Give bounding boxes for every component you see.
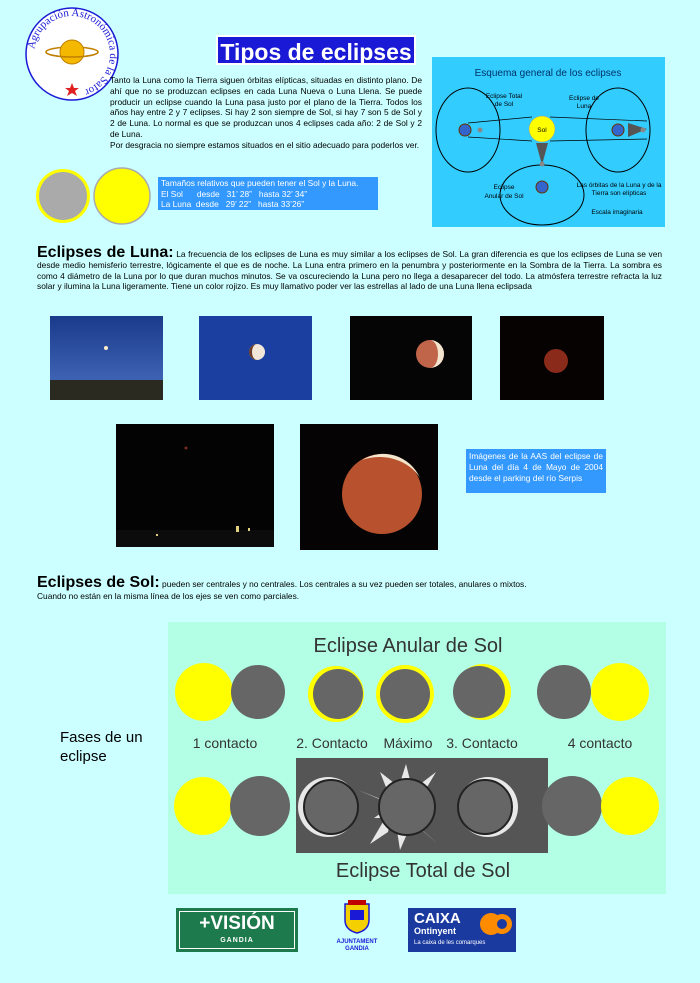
moon-disc (39, 172, 87, 220)
phases-label: Fases de un eclipse (60, 729, 143, 765)
moon-icon (641, 128, 646, 133)
solar-text-1: pueden ser centrales y no centrales. Los centrales a su vez pueden ser totales, anulares o mixtos. (159, 579, 527, 589)
caixa-logo-sub: La caixa de les comarques (414, 940, 486, 946)
schema-diagram (432, 57, 665, 227)
moon-icon (478, 128, 483, 133)
maximum-label: Máximo (383, 735, 433, 751)
contact-1-label: 1 contacto (192, 735, 258, 751)
ajuntament-text-1: AJUNTAMENT (336, 939, 378, 945)
moon-icon (540, 162, 545, 167)
vision-logo-text: +VISIÓN (199, 913, 275, 934)
schema-label-anular: Eclipse Anular de Sol (484, 184, 524, 200)
moon-disc (304, 780, 358, 834)
lunar-photo-4 (500, 316, 604, 400)
contact-2-label: 2. Contacto (296, 735, 368, 751)
caixa-logo-text: CAIXA (414, 910, 461, 927)
eclipse-schema (432, 57, 665, 227)
moon-disc (453, 666, 505, 718)
moon-disc (380, 669, 430, 719)
solar-eclipse-phases-diagram (168, 622, 666, 894)
schema-label-total: Eclipse Total de Sol (485, 93, 523, 108)
moon-disc (458, 780, 512, 834)
annular-title: Eclipse Anular de Sol (313, 635, 503, 657)
moon-disc (537, 665, 591, 719)
sizes-heading: Tamaños relativos que pueden tener el Sol y la Luna. (161, 178, 359, 188)
moon-disc (313, 669, 363, 719)
vision-gandia-logo (176, 908, 298, 952)
moon-disc (231, 665, 285, 719)
lunar-photo-2 (199, 316, 312, 400)
schema-label-orbitas: Las órbitas de la Luna y de la Tierra son elípticas (576, 182, 662, 197)
solar-text-2: Cuando no están en la misma línea de los ejes se ven como parciales. (37, 591, 300, 601)
lunar-photo-5 (116, 424, 274, 547)
lunar-photo-6 (300, 424, 438, 550)
earth-icon (536, 181, 548, 193)
moon-disc (542, 776, 602, 836)
sizes-note (158, 177, 378, 210)
intro-paragraph: Tanto la Luna como la Tierra siguen órbitas elípticas, situadas en distinto plano. De ahí que no se produzcan eclipses en cada Luna Nueva o Luna Llena. Se puede producir un eclipse cuando la Luna pasa justo por el plano de la Tierra. Todos los años hay entre 2 y 7 eclipses. Si hay 2 son siempre de Sol, si hay 7 son 5 de Sol y 2 de Luna. Lo normal es que se produzcan unos 4 eclipses cada año: 2 de Sol y 2 de Luna. (110, 75, 422, 139)
intro-text (110, 75, 422, 151)
sizes-luna-row: La Luna desde 29’ 22” hasta 33’26” (161, 199, 305, 209)
moon-disc (379, 779, 435, 835)
lunar-eclipse-section (37, 244, 663, 292)
intro-paragraph: Por desgracia no siempre estamos situados en el sitio adecuado para poderlos ver. (110, 139, 420, 150)
sun-disc (591, 663, 649, 721)
schema-label-luna: Eclipse de Luna (569, 95, 599, 110)
schema-label-escala: Escala imaginaria (591, 209, 643, 216)
sun-disc (601, 777, 659, 835)
lunar-heading: Eclipses de Luna: (37, 244, 174, 261)
logo-text: Agrupación Astronómica de la Safor (25, 6, 120, 99)
sun-disc (174, 777, 232, 835)
caixa-symbol-icon (480, 911, 512, 937)
solar-heading: Eclipses de Sol: (37, 574, 160, 591)
vision-logo-sub: GANDIA (220, 937, 254, 944)
lunar-photo-3 (350, 316, 472, 400)
sun-disc (175, 663, 233, 721)
contact-4-label: 4 contacto (567, 735, 633, 751)
ajuntament-gandia-logo (330, 900, 384, 958)
lunar-photo-1 (50, 316, 163, 400)
caixa-ontinyent-logo (408, 908, 516, 952)
lunar-text: La frecuencia de los eclipses de Luna es muy similar a los eclipses de Sol. La gran diferencia es que los eclipses de Luna se ven desde medio hemisferio terrestre, lógicamente el que es de noche. La Luna entra primero en la penumbra y posteriormente en la Sombra de la Tierra. La sombra es como 4 diámetro de la Luna por lo que duran muchos minutos. Se va oscureciendo la Luna pero no llega a desaparecer del todo. La atmósfera terrestre refracta la luz solar y ilumina la Luna ligeramente. Tiene un color rojizo. Es muy llamativo poder ver las estrellas al lado de una Luna llena eclipsada (37, 249, 663, 292)
earth-icon (459, 124, 471, 136)
earth-icon (612, 124, 624, 136)
solar-eclipse-section (37, 574, 662, 602)
sun-moon-size-comparison (33, 166, 153, 228)
contact-3-label: 3. Contacto (446, 735, 518, 751)
aas-logo (24, 6, 120, 102)
moon-disc (230, 776, 290, 836)
sun-disc (94, 168, 150, 224)
schema-title: Esquema general de los eclipses (474, 68, 622, 79)
coat-of-arms-icon (342, 900, 372, 934)
page-title: Tipos de eclipses (216, 35, 416, 65)
total-title: Eclipse Total de Sol (335, 860, 511, 882)
photo-credit: Imágenes de la AAS del eclipse de Luna del día 4 de Mayo de 2004 desde el parking del río Serpis (466, 449, 606, 493)
ajuntament-text-2: GANDIA (345, 946, 369, 952)
schema-sol-label: Sol (537, 127, 547, 134)
sizes-sol-row: El Sol desde 31’ 28” hasta 32’ 34” (161, 188, 308, 199)
caixa-logo-name: Ontinyent (414, 926, 456, 936)
